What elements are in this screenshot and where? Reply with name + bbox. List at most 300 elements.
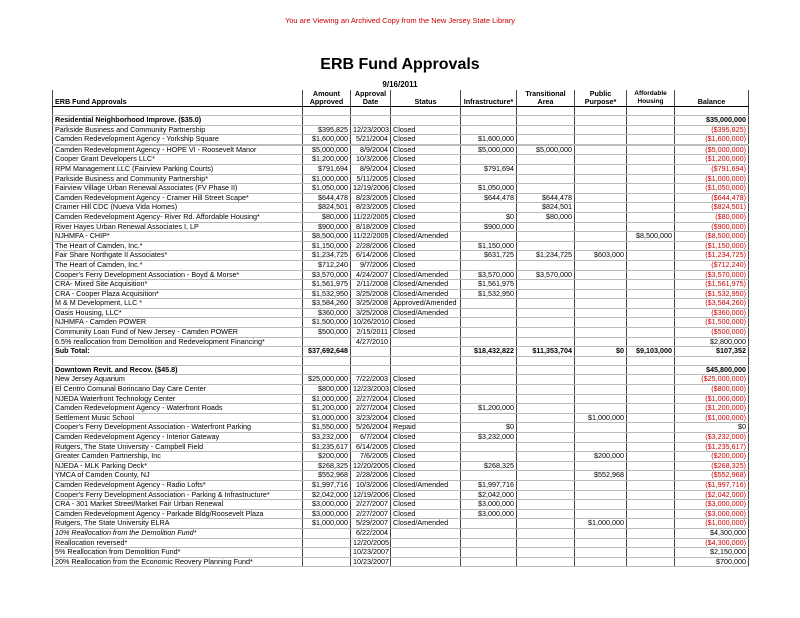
entity: Camden Redevelopment Agency - Cramer Hill Street Scape*	[53, 193, 303, 203]
infrastructure	[461, 337, 517, 347]
amount	[303, 548, 351, 558]
balance: ($360,000)	[675, 308, 749, 318]
public-purpose	[575, 270, 627, 280]
table-row	[53, 548, 749, 558]
balance: ($1,532,950)	[675, 289, 749, 299]
status	[391, 538, 461, 548]
approval-date: 2/11/2008	[351, 280, 391, 290]
col-header-date: Approval Date	[351, 90, 391, 107]
status: Closed	[391, 174, 461, 184]
balance: ($80,000)	[675, 212, 749, 222]
transitional	[517, 404, 575, 414]
amount: $1,000,000	[303, 519, 351, 529]
empty-cell	[575, 365, 627, 375]
affordable-housing	[627, 289, 675, 299]
table-row	[53, 328, 749, 338]
public-purpose	[575, 433, 627, 443]
transitional	[517, 299, 575, 309]
report-date: 9/16/2011	[382, 80, 418, 89]
approval-date: 4/27/2010	[351, 337, 391, 347]
status: Closed	[391, 404, 461, 414]
entity: Camden Redevelopment Agency - Yorkship Square	[53, 135, 303, 145]
entity: Camden Redevelopment Agency - Interior Gateway	[53, 433, 303, 443]
affordable-housing	[627, 155, 675, 165]
balance: ($1,000,000)	[675, 519, 749, 529]
approval-date: 5/26/2004	[351, 423, 391, 433]
amount: $1,500,000	[303, 318, 351, 328]
public-purpose	[575, 299, 627, 309]
status: Closed	[391, 385, 461, 395]
entity: CRA- Mixed Site Acquisition*	[53, 280, 303, 290]
table-row	[53, 394, 749, 404]
approval-date: 12/20/2005	[351, 538, 391, 548]
infrastructure	[461, 452, 517, 462]
status: Closed	[391, 328, 461, 338]
amount: $1,200,000	[303, 155, 351, 165]
public-purpose	[575, 193, 627, 203]
section-title: Residential Neighborhood Improve. ($35.0)	[53, 116, 303, 126]
table-row	[53, 471, 749, 481]
table-row	[53, 509, 749, 519]
transitional	[517, 490, 575, 500]
balance: ($1,050,000)	[675, 184, 749, 194]
status: Closed	[391, 452, 461, 462]
amount: $552,968	[303, 471, 351, 481]
table-row	[53, 490, 749, 500]
entity: The Heart of Camden, Inc.*	[53, 260, 303, 270]
infrastructure	[461, 375, 517, 385]
approval-date: 6/22/2004	[351, 528, 391, 538]
balance: ($8,500,000)	[675, 232, 749, 242]
status: Closed/Amended	[391, 232, 461, 242]
amount: $1,997,716	[303, 480, 351, 490]
archive-banner: You are Viewing an Archived Copy from the New Jersey State Library	[284, 16, 516, 25]
balance: $4,300,000	[675, 528, 749, 538]
public-purpose	[575, 164, 627, 174]
amount: $3,000,000	[303, 500, 351, 510]
balance: ($5,000,000)	[675, 145, 749, 155]
balance: ($1,000,000)	[675, 174, 749, 184]
affordable-housing	[627, 404, 675, 414]
approval-date: 8/23/2005	[351, 193, 391, 203]
public-purpose	[575, 232, 627, 242]
amount: $800,000	[303, 385, 351, 395]
balance: $2,800,000	[675, 337, 749, 347]
infrastructure: $1,200,000	[461, 404, 517, 414]
amount	[303, 557, 351, 567]
infrastructure	[461, 528, 517, 538]
status: Closed/Amended	[391, 480, 461, 490]
empty-cell	[303, 107, 351, 116]
amount: $644,478	[303, 193, 351, 203]
status	[391, 548, 461, 558]
transitional	[517, 442, 575, 452]
balance: ($1,500,000)	[675, 318, 749, 328]
entity: Cooper's Ferry Development Association - Parking & Infrastructure*	[53, 490, 303, 500]
public-purpose	[575, 328, 627, 338]
approval-date: 12/23/2003	[351, 125, 391, 135]
amount: $200,000	[303, 452, 351, 462]
affordable-housing	[627, 241, 675, 251]
table-row	[53, 461, 749, 471]
approval-date: 6/7/2004	[351, 433, 391, 443]
table-row	[53, 299, 749, 309]
table-row	[53, 260, 749, 270]
empty-cell	[627, 107, 675, 116]
entity: 10% Reallocation from the Demolition Fund*	[53, 528, 303, 538]
affordable-housing	[627, 212, 675, 222]
table-row	[53, 423, 749, 433]
approval-date: 12/23/2003	[351, 385, 391, 395]
transitional: $824,501	[517, 203, 575, 213]
amount: $824,501	[303, 203, 351, 213]
public-purpose	[575, 289, 627, 299]
affordable-housing	[627, 452, 675, 462]
affordable-housing	[627, 519, 675, 529]
affordable-housing	[627, 528, 675, 538]
balance: ($3,570,000)	[675, 270, 749, 280]
amount: $268,325	[303, 461, 351, 471]
affordable-housing	[627, 184, 675, 194]
status: Closed	[391, 509, 461, 519]
infrastructure	[461, 203, 517, 213]
entity: NJHMFA - CHIP*	[53, 232, 303, 242]
empty-cell	[303, 356, 351, 365]
approval-date: 2/28/2006	[351, 241, 391, 251]
transitional: $3,570,000	[517, 270, 575, 280]
status: Closed	[391, 394, 461, 404]
affordable-housing	[627, 308, 675, 318]
section-header-row	[53, 116, 749, 126]
approvals-table	[52, 90, 749, 567]
table-row	[53, 125, 749, 135]
empty-cell	[461, 356, 517, 365]
infrastructure	[461, 260, 517, 270]
infrastructure	[461, 385, 517, 395]
entity: RPM Management LLC (Fairview Parking Courts)	[53, 164, 303, 174]
affordable-housing	[627, 375, 675, 385]
infrastructure	[461, 548, 517, 558]
public-purpose	[575, 241, 627, 251]
status: Closed	[391, 471, 461, 481]
status: Closed	[391, 145, 461, 155]
infrastructure: $268,325	[461, 461, 517, 471]
transitional: $80,000	[517, 212, 575, 222]
table-row	[53, 480, 749, 490]
approval-date: 8/9/2004	[351, 164, 391, 174]
infrastructure: $1,997,716	[461, 480, 517, 490]
entity: Reallocation reversed*	[53, 538, 303, 548]
infrastructure: $0	[461, 212, 517, 222]
status: Closed	[391, 442, 461, 452]
section-header-row	[53, 365, 749, 375]
empty-cell	[303, 116, 351, 126]
page-title: ERB Fund Approvals	[320, 56, 480, 73]
balance: ($1,561,975)	[675, 280, 749, 290]
col-header-amount: Amount Approved	[303, 90, 351, 107]
public-purpose: $1,000,000	[575, 519, 627, 529]
public-purpose	[575, 442, 627, 452]
table-row	[53, 442, 749, 452]
transitional	[517, 184, 575, 194]
empty-cell	[391, 365, 461, 375]
public-purpose	[575, 490, 627, 500]
balance: ($1,600,000)	[675, 135, 749, 145]
empty-cell	[517, 116, 575, 126]
public-purpose	[575, 461, 627, 471]
affordable-housing	[627, 490, 675, 500]
amount: $1,000,000	[303, 174, 351, 184]
approval-date: 10/3/2006	[351, 480, 391, 490]
amount: $2,042,000	[303, 490, 351, 500]
infrastructure	[461, 538, 517, 548]
balance: ($3,232,000)	[675, 433, 749, 443]
infrastructure: $631,725	[461, 251, 517, 261]
empty-cell	[627, 116, 675, 126]
approval-date: 2/27/2004	[351, 404, 391, 414]
public-purpose: $200,000	[575, 452, 627, 462]
balance: ($791,694)	[675, 164, 749, 174]
approval-date: 3/23/2004	[351, 413, 391, 423]
affordable-housing	[627, 299, 675, 309]
transitional	[517, 509, 575, 519]
status	[391, 528, 461, 538]
approval-date: 5/29/2007	[351, 519, 391, 529]
status	[391, 337, 461, 347]
affordable-housing	[627, 174, 675, 184]
transitional	[517, 289, 575, 299]
infrastructure: $1,150,000	[461, 241, 517, 251]
table-row	[53, 452, 749, 462]
affordable-housing	[627, 394, 675, 404]
empty-cell	[351, 116, 391, 126]
affordable-housing	[627, 557, 675, 567]
infrastructure	[461, 174, 517, 184]
amount	[303, 538, 351, 548]
public-purpose	[575, 145, 627, 155]
infrastructure	[461, 299, 517, 309]
affordable-housing	[627, 193, 675, 203]
entity: Parkside Business and Community Partnership	[53, 125, 303, 135]
amount: $791,694	[303, 164, 351, 174]
transitional	[517, 557, 575, 567]
public-purpose	[575, 184, 627, 194]
empty-cell	[517, 356, 575, 365]
affordable-housing	[627, 471, 675, 481]
entity: CRA - 301 Market Street/Market Fair Urban Renewal	[53, 500, 303, 510]
transitional	[517, 135, 575, 145]
table-row	[53, 174, 749, 184]
amount: $25,000,000	[303, 375, 351, 385]
affordable-housing	[627, 280, 675, 290]
col-header-status: Status	[391, 90, 461, 107]
entity: Greater Camden Partnership, Inc	[53, 452, 303, 462]
infrastructure: $1,050,000	[461, 184, 517, 194]
amount: $360,000	[303, 308, 351, 318]
approval-date: 11/22/2005	[351, 232, 391, 242]
status: Closed	[391, 155, 461, 165]
table-row	[53, 433, 749, 443]
approval-date: 10/26/2010	[351, 318, 391, 328]
approval-date: 8/9/2004	[351, 145, 391, 155]
transitional	[517, 480, 575, 490]
empty-cell	[303, 365, 351, 375]
transitional: $5,000,000	[517, 145, 575, 155]
amount: $3,000,000	[303, 509, 351, 519]
balance: ($3,584,260)	[675, 299, 749, 309]
status: Closed	[391, 184, 461, 194]
entity: Cooper's Ferry Development Association - Boyd & Morse*	[53, 270, 303, 280]
amount: $3,584,260	[303, 299, 351, 309]
public-purpose	[575, 308, 627, 318]
amount: $395,825	[303, 125, 351, 135]
entity: 20% Reallocation from the Economic Reovery Planning Fund*	[53, 557, 303, 567]
affordable-housing	[627, 548, 675, 558]
table-row	[53, 155, 749, 165]
entity: NJHMFA - Camden POWER	[53, 318, 303, 328]
approval-date: 4/24/2007	[351, 270, 391, 280]
status: Repaid	[391, 423, 461, 433]
affordable-housing	[627, 385, 675, 395]
approval-date: 10/3/2006	[351, 155, 391, 165]
affordable-housing	[627, 509, 675, 519]
amount: $500,000	[303, 328, 351, 338]
public-purpose	[575, 538, 627, 548]
empty-cell	[461, 116, 517, 126]
approval-date: 11/22/2005	[351, 212, 391, 222]
table-row	[53, 528, 749, 538]
status: Closed	[391, 490, 461, 500]
table-row	[53, 557, 749, 567]
affordable-housing	[627, 480, 675, 490]
public-purpose	[575, 174, 627, 184]
balance: ($3,000,000)	[675, 500, 749, 510]
subtotal-amount: $37,692,648	[303, 347, 351, 357]
status: Closed	[391, 413, 461, 423]
entity: 6.5% reallocation from Demolition and Redevelopment Financing*	[53, 337, 303, 347]
transitional	[517, 528, 575, 538]
balance: ($268,325)	[675, 461, 749, 471]
transitional	[517, 519, 575, 529]
balance: ($1,000,000)	[675, 413, 749, 423]
transitional	[517, 461, 575, 471]
transitional	[517, 548, 575, 558]
infrastructure: $1,600,000	[461, 135, 517, 145]
public-purpose	[575, 385, 627, 395]
infrastructure: $3,000,000	[461, 509, 517, 519]
subtotal-approval-date	[351, 347, 391, 357]
infrastructure	[461, 519, 517, 529]
amount: $5,000,000	[303, 145, 351, 155]
amount: $1,532,950	[303, 289, 351, 299]
approval-date: 5/11/2005	[351, 174, 391, 184]
transitional: $1,234,725	[517, 251, 575, 261]
infrastructure: $3,000,000	[461, 500, 517, 510]
public-purpose	[575, 337, 627, 347]
affordable-housing	[627, 251, 675, 261]
infrastructure: $1,561,975	[461, 280, 517, 290]
empty-cell	[575, 356, 627, 365]
public-purpose	[575, 135, 627, 145]
affordable-housing	[627, 433, 675, 443]
public-purpose	[575, 222, 627, 232]
infrastructure: $2,042,000	[461, 490, 517, 500]
status: Closed	[391, 212, 461, 222]
amount: $1,235,617	[303, 442, 351, 452]
empty-cell	[675, 356, 749, 365]
transitional	[517, 385, 575, 395]
amount: $900,000	[303, 222, 351, 232]
spacer-row	[53, 356, 749, 365]
empty-cell	[517, 107, 575, 116]
entity: Parkside Business and Community Partnership*	[53, 174, 303, 184]
public-purpose	[575, 280, 627, 290]
balance: ($1,235,617)	[675, 442, 749, 452]
public-purpose	[575, 260, 627, 270]
status: Closed/Amended	[391, 289, 461, 299]
status: Closed/Amended	[391, 280, 461, 290]
balance: ($1,200,000)	[675, 404, 749, 414]
col-header-infrastructure: Infrastructure*	[461, 90, 517, 107]
entity: NJEDA Waterfront Technology Center	[53, 394, 303, 404]
public-purpose	[575, 318, 627, 328]
transitional	[517, 538, 575, 548]
empty-cell	[675, 107, 749, 116]
status	[391, 557, 461, 567]
affordable-housing	[627, 423, 675, 433]
subtotal-status	[391, 347, 461, 357]
entity: Fair Share Northgate II Associates*	[53, 251, 303, 261]
amount: $1,600,000	[303, 135, 351, 145]
affordable-housing	[627, 328, 675, 338]
status: Closed	[391, 318, 461, 328]
status: Closed/Amended	[391, 270, 461, 280]
empty-cell	[575, 107, 627, 116]
amount: $1,150,000	[303, 241, 351, 251]
amount: $3,570,000	[303, 270, 351, 280]
balance: ($800,000)	[675, 385, 749, 395]
balance: ($552,968)	[675, 471, 749, 481]
entity: Cooper Grant Developers LLC*	[53, 155, 303, 165]
transitional	[517, 500, 575, 510]
transitional	[517, 471, 575, 481]
section-balance: $35,000,000	[675, 116, 749, 126]
table-row	[53, 251, 749, 261]
affordable-housing	[627, 500, 675, 510]
public-purpose: $552,968	[575, 471, 627, 481]
public-purpose	[575, 509, 627, 519]
status: Closed	[391, 164, 461, 174]
table-row	[53, 270, 749, 280]
approval-date: 10/23/2007	[351, 548, 391, 558]
empty-cell	[575, 116, 627, 126]
balance: ($395,825)	[675, 125, 749, 135]
transitional	[517, 413, 575, 423]
entity: M & M Development, LLC *	[53, 299, 303, 309]
infrastructure: $0	[461, 423, 517, 433]
entity: El Centro Comunal Borincano Day Care Center	[53, 385, 303, 395]
col-header-balance: Balance	[675, 90, 749, 107]
table-row	[53, 203, 749, 213]
status: Closed	[391, 125, 461, 135]
approval-date: 2/27/2007	[351, 509, 391, 519]
amount: $1,234,725	[303, 251, 351, 261]
table-row	[53, 193, 749, 203]
infrastructure	[461, 155, 517, 165]
col-header-transitional: Transitional Area	[517, 90, 575, 107]
entity: CRA - Cooper Plaza Acquisition*	[53, 289, 303, 299]
entity: Cramer Hill CDC (Nueva Vida Homes)	[53, 203, 303, 213]
